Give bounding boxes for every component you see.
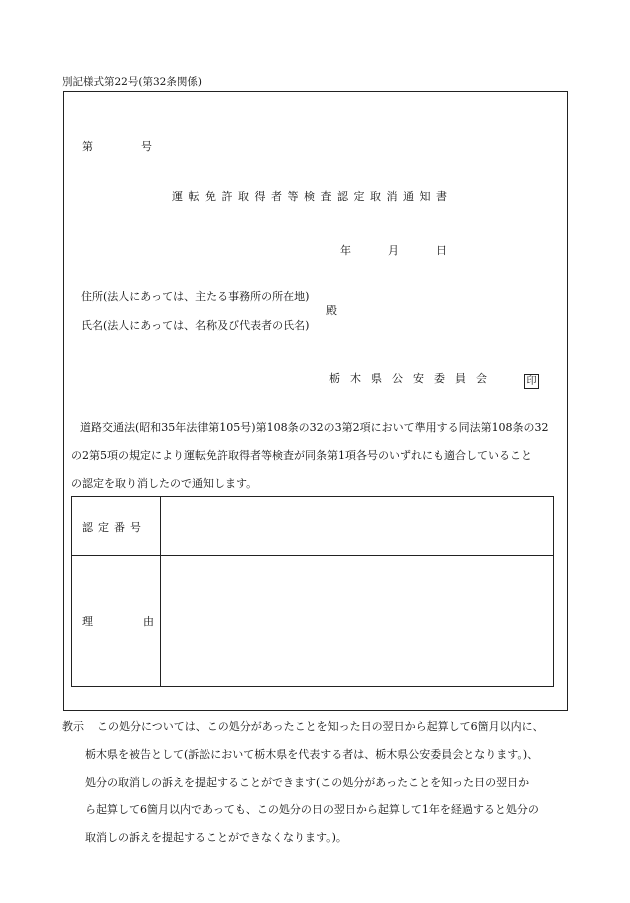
date-year: 年	[340, 244, 351, 257]
honorific: 殿	[326, 304, 337, 317]
notice-line-5: 取消しの訴えを提起することができなくなります。)。	[85, 831, 347, 844]
notice-line-1: この処分については、この処分があったことを知った日の翌日から起算して6箇月以内に、	[97, 720, 544, 733]
body-line-2: の2第5項の規定により運転免許取得者等検査が同条第1項各号のいずれにも適合していること	[71, 449, 532, 462]
notice-line-2: 栃木県を被告として(訴訟において栃木県を代表する者は、栃木県公安委員会となります。)、	[85, 748, 539, 761]
reason-label-left: 理	[82, 615, 93, 628]
number-suffix: 号	[141, 140, 152, 153]
document-title: 運転免許取得者等検査認定取消通知書	[172, 190, 453, 203]
address-label: 住所(法人にあっては、主たる事務所の所在地)	[81, 290, 310, 303]
reason-label-right: 由	[143, 615, 154, 628]
details-table	[71, 496, 554, 687]
date-day: 日	[436, 244, 447, 257]
name-label: 氏名(法人にあっては、名称及び代表者の氏名)	[81, 319, 310, 332]
notice-line-4: ら起算して6箇月以内であっても、この処分の日の翌日から起算して1年を経過すると処分の	[85, 803, 539, 816]
number-prefix: 第	[82, 140, 93, 153]
form-caption: 別記様式第22号(第32条関係)	[62, 76, 202, 88]
body-line-1: 道路交通法(昭和35年法律第105号)第108条の32の3第2項において準用する同法第108条の32	[80, 421, 549, 434]
notice-line-3: 処分の取消しの訴えを提起することができます(この処分があったことを知った日の翌日か	[85, 776, 530, 789]
seal-mark	[524, 369, 539, 389]
certification-number-label: 認定番号	[82, 521, 146, 534]
reason-field[interactable]	[161, 556, 553, 686]
date-month: 月	[388, 244, 399, 257]
notice-label: 教示	[62, 720, 84, 733]
issuer: 栃木県公安委員会	[329, 372, 497, 385]
certification-number-field[interactable]	[161, 497, 553, 555]
body-line-3: の認定を取り消したので通知します。	[71, 477, 258, 490]
seal-text: 印	[524, 374, 539, 389]
